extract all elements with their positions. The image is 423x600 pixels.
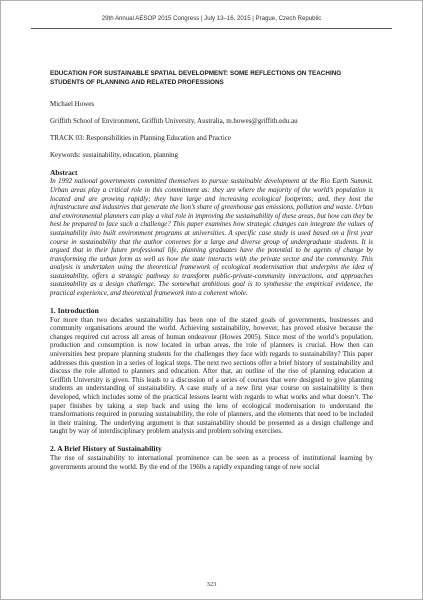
page-content xyxy=(50,70,373,479)
track-line: TRACK 03: Responsibilities in Planning Education and Practice xyxy=(50,134,232,143)
section1-text: For more than two decades sustainability has been one of the stated goals of governments, businesses and community organisations around the world. Achieving sustainability, however, has proved elusive because the changes required cut across all areas of human endeavour (Howes 2005). Since most of the world’s population, production and consumption is now located in urban areas, the role of planners is crucial. How then can universities best prepare planning students for the challenges they face with regards to sustainability? This paper addresses this question in a series of logical steps. The next two sections offer a brief history of sustainability and discuss the role allotted to planners and education. After that, an outline of the rise of planning education at Griffith University is given. This leads to a discussion of a series of courses that were designed to give planning students an understanding of sustainability. A case study of a new first year course on sustainability is then developed, which includes some of the practical lessons learnt with regards to what works and what doesn’t. The paper finishes by taking a step back and using the lens of ecological modernisation to understand the transformations required in pursuing sustainability, the role of planners, and the elements that need to be included in their training. The underlying argument is that sustainability should be presented as a design challenge and taught by way of interdisciplinary problem analysis and problem solving exercises. xyxy=(50,315,373,436)
keywords-line: Keywords: sustainability, education, planning xyxy=(50,151,179,160)
paper-title: EDUCATION FOR SUSTAINABLE SPATIAL DEVELOPMENT: SOME REFLECTIONS ON TEACHING STUDENTS OF PLANNING AND RELATED PROFESSIONS xyxy=(50,70,342,86)
section2-heading: 2. A Brief History of Sustainability xyxy=(50,443,162,453)
abstract-text: In 1992 national governments committed themselves to pursue sustainable development at the Rio Earth Summit. Urban areas play a critical role in this commitment as: they are where the majority of the world’s population is located and are growing rapidly; they have large and increasing ecological footprints; and, they host the infrastructure and industries that generate the lion’s share of greenhouse gas emissions, pollution and waste. Urban and environmental planners can play a vital role in improving the sustainability of these areas, but how can they be best be prepared to face such a challenge? This paper examines how strategic changes can integrate the values of sustainability into built environment programs at universities. A specific case study is used based on a first year course in sustainability that the author convenes for a large and diverse group of undergraduate students. It is argued that in their future professional life, planning graduates have the potential to be agents of change by transforming the urban form as well as how the state interacts with the private sector and the community. This analysis is undertaken using the theoretical framework of ecological modernisation that underpins the idea of sustainability, offers a strategic pathway to transform public-private-community interactions, and approaches sustainability as a design challenge. The somewhat ambitious goal is to synthesise the empirical evidence, the practical experience, and theoretical framework into a coherent whole. xyxy=(50,177,373,298)
author-affiliation: Griffith School of Environment, Griffith University, Australia, m.howes@griffith.edu.au xyxy=(50,117,298,126)
abstract-heading: Abstract xyxy=(50,167,78,177)
page-number: 323 xyxy=(206,581,217,588)
running-header: 29th Annual AESOP 2015 Congress | July 13–16, 2015 | Prague, Czech Republic xyxy=(101,15,322,22)
author-name: Michael Howes xyxy=(50,100,95,109)
header-divider xyxy=(31,28,392,29)
section2-text: The rise of sustainability to international prominence can be seen as a process of institutional learning by governments around the world. By the end of the 1960s a rapidly expanding range of new social xyxy=(50,453,373,471)
section1-heading: 1. Introduction xyxy=(50,305,99,315)
